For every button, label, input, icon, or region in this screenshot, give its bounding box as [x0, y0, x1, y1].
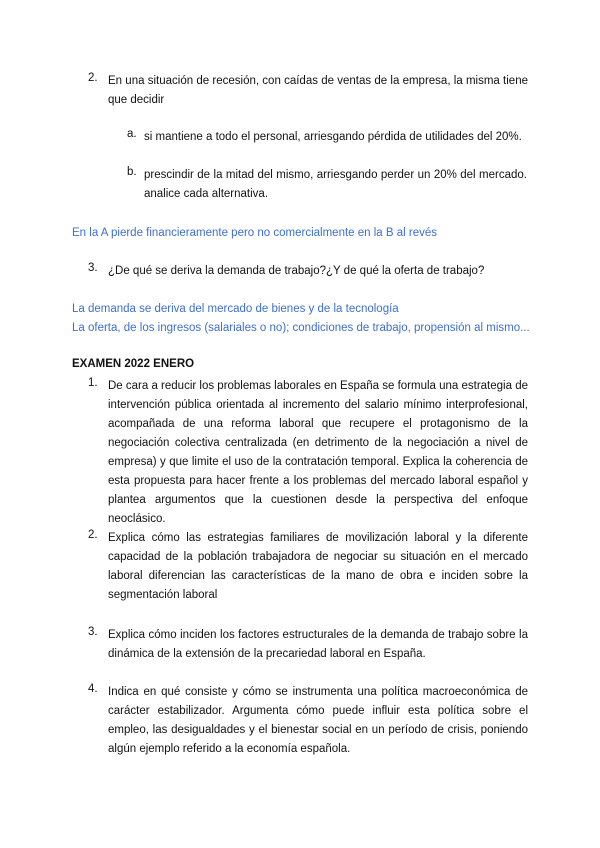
option-letter: b. — [127, 166, 137, 178]
question-number: 1. — [88, 377, 98, 389]
question-number: 2. — [88, 529, 98, 541]
option-text: prescindir de la mitad del mismo, arriesgando perder un 20% del mercado. analice cada alternativa. — [144, 169, 527, 200]
exam-question-1 — [88, 377, 528, 529]
exam-heading: EXAMEN 2022 ENERO — [72, 358, 195, 370]
question-text: ¿De qué se deriva la demanda de trabajo?¿Y de qué la oferta de trabajo? — [108, 265, 485, 277]
question-text: Explica cómo inciden los factores estructurales de la demanda de trabajo sobre la dinámica de la extensión de la precariedad laboral en España. — [108, 629, 528, 660]
question-number: 3. — [88, 262, 98, 274]
answer-q2: En la A pierde financieramente pero no comercialmente en la B al revés — [72, 227, 438, 239]
question-text: En una situación de recesión, con caídas de ventas de la empresa, la misma tiene que decidir — [108, 75, 528, 106]
question-number: 4. — [88, 683, 98, 695]
answer-q3-line-2: La oferta, de los ingresos (salariales o no); condiciones de trabajo, propensión al mismo... — [72, 322, 530, 334]
question-number: 2. — [88, 72, 98, 84]
question-text: Indica en qué consiste y cómo se instrumenta una política macroeconómica de carácter estabilizador. Argumenta cómo puede influir esta política sobre el empleo, las desigualdades y el bienestar social en un período de crisis, poniendo algún ejemplo referido a la economía española. — [108, 686, 528, 755]
option-text: si mantiene a todo el personal, arriesgando pérdida de utilidades del 20%. — [144, 131, 522, 143]
option-b — [127, 166, 527, 204]
option-letter: a. — [127, 128, 137, 140]
question-2 — [88, 72, 528, 110]
question-text: De cara a reducir los problemas laborales en España se formula una estrategia de intervención pública orientada al incremento del salario mínimo interprofesional, acompañada de una reforma laboral que recupere el protagonismo de la negociación colectiva centralizada (en detrimento de la negociación a nivel de empresa) y que limite el uso de la contratación temporal. Explica la coherencia de esta propuesta para hacer frente a los problemas del mercado laboral español y plantea argumentos que la cuestionen desde la perspectiva del enfoque neoclásico. — [108, 380, 528, 525]
exam-question-4 — [88, 683, 528, 759]
question-3 — [88, 262, 528, 281]
question-number: 3. — [88, 626, 98, 638]
exam-question-2 — [88, 529, 528, 605]
exam-question-3 — [88, 626, 528, 664]
answer-q3-line-1: La demanda se deriva del mercado de bienes y de la tecnología — [72, 303, 399, 315]
option-a — [127, 128, 527, 147]
question-text: Explica cómo las estrategias familiares de movilización laboral y la diferente capacidad de la población trabajadora de negociar su situación en el mercado laboral diferencian las características de la mano de obra e inciden sobre la segmentación laboral — [108, 532, 528, 601]
